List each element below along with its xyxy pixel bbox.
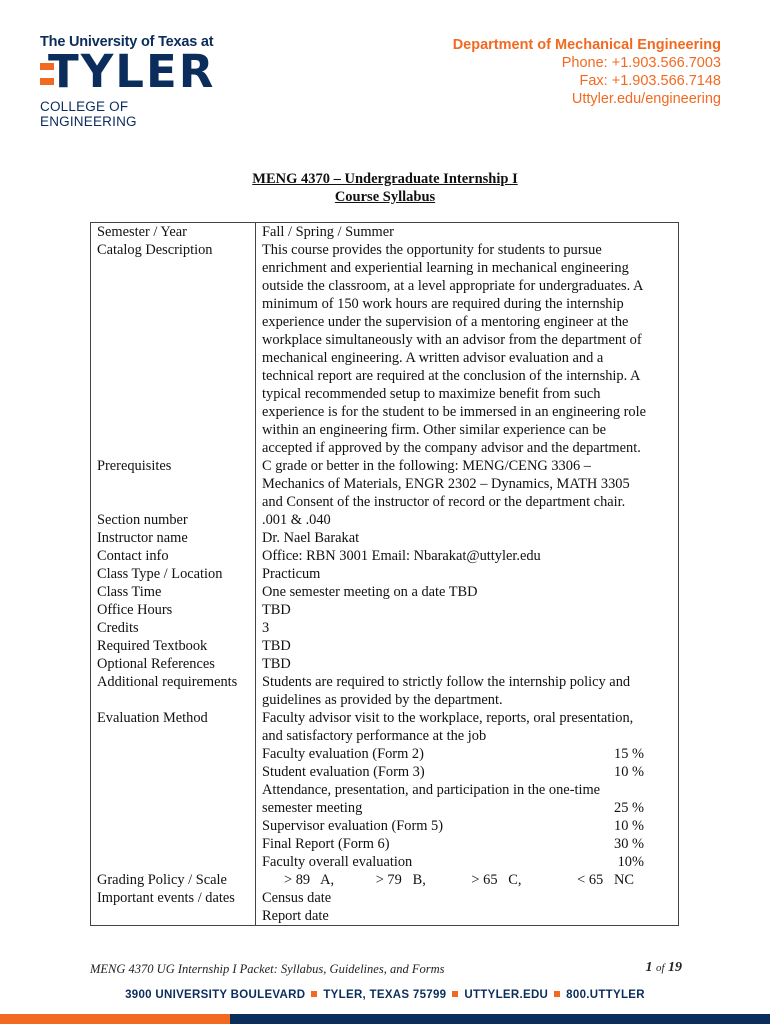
evaluation-item-name: Final Report (Form 6) [262, 836, 390, 852]
row-label: Additional requirements [97, 674, 238, 690]
text-line: within an engineering firm. Other similar experience can be [262, 422, 607, 438]
row-value: Dr. Nael Barakat [256, 529, 679, 547]
table-row [91, 889, 679, 926]
evaluation-item [262, 817, 678, 835]
text-line: Faculty advisor visit to the workplace, reports, oral presentation, [262, 710, 634, 726]
text-line: and satisfactory performance at the job [262, 728, 487, 744]
row-value: 3 [256, 619, 679, 637]
table-row [91, 655, 679, 673]
table-row [91, 529, 679, 547]
evaluation-item-name: Student evaluation (Form 3) [262, 764, 425, 780]
evaluation-item-name: Faculty overall evaluation [262, 854, 413, 870]
grade-item: < 65 NC [577, 872, 634, 888]
evaluation-item-weight: 30 % [614, 836, 644, 852]
text-line: mechanical engineering. A written advisor evaluation and a [262, 350, 604, 366]
evaluation-item-name: Faculty evaluation (Form 2) [262, 746, 424, 762]
text-line: enrichment and experiential learning in mechanical engineering [262, 260, 629, 276]
evaluation-item-name: Attendance, presentation, and participation in the one-time [262, 782, 601, 798]
logo-top-text: The University of Texas at [40, 34, 214, 50]
row-label: Contact info [97, 548, 169, 564]
text-line: experience under the supervision of a mentoring engineer at the [262, 314, 629, 330]
evaluation-item-weight: 15 % [614, 746, 644, 762]
evaluation-item [262, 835, 678, 853]
text-line: C grade or better in the following: MENG/CENG 3306 – [262, 458, 591, 474]
table-row [91, 547, 679, 565]
table-row [91, 565, 679, 583]
table-row [91, 709, 679, 871]
square-bullet-icon [452, 991, 458, 997]
evaluation-item [262, 799, 678, 817]
important-events [256, 889, 679, 926]
address-bar [0, 989, 770, 1001]
table-row [91, 601, 679, 619]
text-line: and Consent of the instructor of record or the department chair. [262, 494, 626, 510]
grade-item: > 65 C, [471, 872, 522, 888]
document-title [0, 170, 770, 206]
grade-item: > 79 B, [375, 872, 426, 888]
university-logo [40, 34, 220, 129]
row-value: Practicum [256, 565, 679, 583]
department-contact [453, 36, 721, 108]
catalog-description [256, 241, 679, 457]
row-label: Office Hours [97, 602, 173, 618]
evaluation-item-weight: 10% [617, 854, 644, 870]
course-subtitle: Course Syllabus [334, 189, 436, 205]
text-line: workplace simultaneously with an advisor from the department of [262, 332, 642, 348]
row-label: Prerequisites [97, 458, 172, 474]
row-value: TBD [256, 655, 679, 673]
square-bullet-icon [554, 991, 560, 997]
row-label: Class Type / Location [97, 566, 223, 582]
row-label: Important events / dates [97, 890, 235, 906]
prerequisites [256, 457, 679, 511]
table-row [91, 457, 679, 511]
row-label: Credits [97, 620, 139, 636]
table-row [91, 511, 679, 529]
evaluation-method [256, 709, 679, 871]
grade-item: > 89 A, [284, 872, 335, 888]
packet-title: MENG 4370 UG Internship I Packet: Syllabus, Guidelines, and Forms [90, 962, 445, 976]
website-link[interactable]: Uttyler.edu/engineering [571, 91, 721, 107]
page-current: 1 [645, 960, 653, 975]
evaluation-item [262, 853, 678, 871]
additional-requirements [256, 673, 679, 709]
course-title: MENG 4370 – Undergraduate Internship I [252, 171, 518, 187]
logo-tyler [40, 45, 220, 98]
evaluation-item-name: Supervisor evaluation (Form 5) [262, 818, 444, 834]
evaluation-item [262, 763, 678, 781]
text-line: outside the classroom, at a level appropriate for undergraduates. A [262, 278, 644, 294]
page-of: of [655, 962, 665, 974]
text-line: technical report are required at the conclusion of the internship. A [262, 368, 641, 384]
text-line: typical recommended setup to maximize benefit from such [262, 386, 601, 402]
footer-caption [90, 962, 680, 977]
evaluation-item [262, 745, 678, 763]
square-bullet-icon [311, 991, 317, 997]
logo-word: TYLER [48, 45, 216, 98]
phone-number: Phone: +1.903.566.7003 [561, 55, 721, 71]
table-row [91, 223, 679, 242]
row-value: One semester meeting on a date TBD [256, 583, 679, 601]
text-line: Students are required to strictly follow the internship policy and [262, 674, 631, 690]
fax-number: Fax: +1.903.566.7148 [579, 73, 721, 89]
row-value: TBD [256, 601, 679, 619]
text-line: Report date [262, 908, 329, 924]
evaluation-item [262, 781, 678, 799]
contact-info: Office: RBN 3001 Email: Nbarakat@uttyler.edu [256, 547, 679, 565]
page-number [645, 960, 682, 976]
text-line: experience is for the student to be immersed in an engineering role [262, 404, 647, 420]
page-total: 19 [668, 960, 682, 975]
evaluation-item-weight: 25 % [614, 800, 644, 816]
table-row [91, 619, 679, 637]
table-row [91, 673, 679, 709]
table-row [91, 241, 679, 457]
row-label: Instructor name [97, 530, 188, 546]
evaluation-item-weight: 10 % [614, 818, 644, 834]
row-label: Optional References [97, 656, 215, 672]
row-label: Section number [97, 512, 188, 528]
address-city: TYLER, TEXAS 75799 [323, 989, 447, 1001]
evaluation-item-weight: 10 % [614, 764, 644, 780]
footer-navy-bar [230, 1014, 770, 1024]
text-line: accepted if approved by the company advisor and the department. [262, 440, 641, 456]
row-label: Evaluation Method [97, 710, 208, 726]
grading-scale [256, 871, 679, 889]
syllabus-table [90, 222, 679, 926]
row-label: Required Textbook [97, 638, 208, 654]
text-line: Census date [262, 890, 332, 906]
row-label: Catalog Description [97, 242, 213, 258]
table-row [91, 637, 679, 655]
department-name: Department of Mechanical Engineering [452, 37, 721, 53]
text-line: Mechanics of Materials, ENGR 2302 – Dynamics, MATH 3305 [262, 476, 630, 492]
footer-orange-bar [0, 1014, 230, 1024]
address-website[interactable]: UTTYLER.EDU [464, 989, 549, 1001]
row-label: Class Time [97, 584, 162, 600]
row-value: TBD [256, 637, 679, 655]
text-line: This course provides the opportunity for students to pursue [262, 242, 602, 258]
evaluation-item-name: semester meeting [262, 800, 363, 816]
text-line: guidelines as provided by the department. [262, 692, 503, 708]
text-line: minimum of 150 work hours are required during the internship [262, 296, 624, 312]
row-label: Grading Policy / Scale [97, 872, 227, 888]
address-phone: 800.UTTYLER [566, 989, 645, 1001]
row-label: Semester / Year [97, 224, 187, 240]
address-street: 3900 UNIVERSITY BOULEVARD [125, 989, 306, 1001]
row-value: Fall / Spring / Summer [256, 223, 679, 242]
table-row [91, 583, 679, 601]
logo-subtitle: COLLEGE OF ENGINEERING [40, 99, 137, 129]
row-value: .001 & .040 [256, 511, 679, 529]
table-row [91, 871, 679, 889]
